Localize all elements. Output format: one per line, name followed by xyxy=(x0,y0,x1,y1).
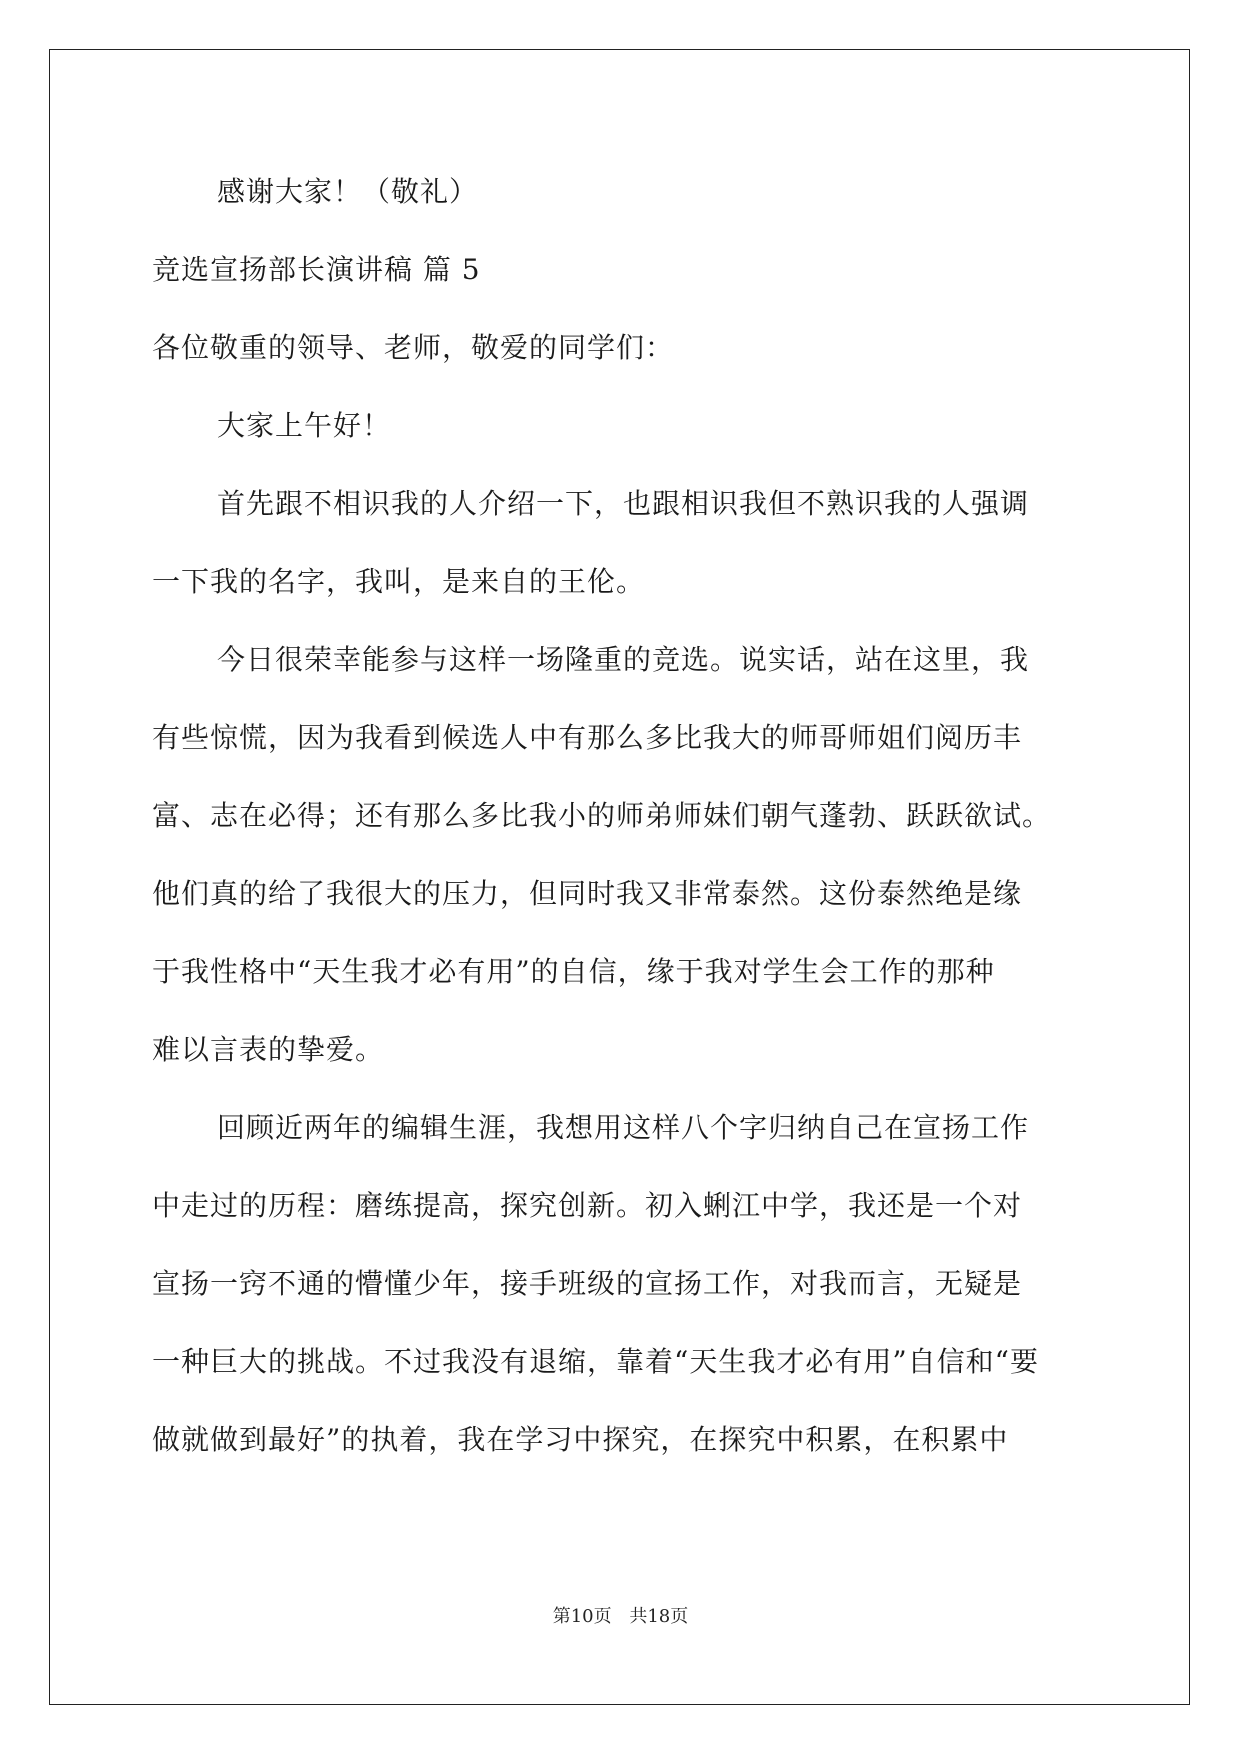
section-heading: 竞选宣扬部长演讲稿 篇 5 xyxy=(152,253,481,286)
paragraph-2-line-1: 今日很荣幸能参与这样一场隆重的竞选。说实话，站在这里，我 xyxy=(217,643,1030,676)
page-footer xyxy=(0,1608,1241,1626)
paragraph-2-line-2: 有些惊慌，因为我看到候选人中有那么多比我大的师哥师姐们阅历丰 xyxy=(152,721,1023,754)
page-total: 共18页 xyxy=(629,1606,689,1627)
paragraph-2-line-5: 于我性格中“天生我才必有用”的自信，缘于我对学生会工作的那种 xyxy=(152,955,995,988)
paragraph-1-line-2: 一下我的名字，我叫，是来自的王伦。 xyxy=(152,565,646,598)
paragraph-3-line-5: 做就做到最好”的执着，我在学习中探究，在探究中积累，在积累中 xyxy=(152,1423,1009,1456)
paragraph-2-line-4: 他们真的给了我很大的压力，但同时我又非常泰然。这份泰然绝是缘 xyxy=(152,877,1023,910)
paragraph-3-line-4: 一种巨大的挑战。不过我没有退缩，靠着“天生我才必有用”自信和“要 xyxy=(152,1345,1039,1378)
paragraph-3-line-2: 中走过的历程：磨练提高，探究创新。初入蜊江中学，我还是一个对 xyxy=(152,1189,1023,1222)
salutation: 各位敬重的领导、老师，敬爱的同学们： xyxy=(152,331,675,364)
paragraph-2-line-3: 富、志在必得；还有那么多比我小的师弟师妹们朝气蓬勃、跃跃欲试。 xyxy=(152,799,1052,832)
paragraph-3-line-3: 宣扬一窍不通的懵懂少年，接手班级的宣扬工作，对我而言，无疑是 xyxy=(152,1267,1023,1300)
paragraph-3-line-1: 回顾近两年的编辑生涯，我想用这样八个字归纳自己在宣扬工作 xyxy=(217,1111,1030,1144)
paragraph-2-line-6: 难以言表的挚爱。 xyxy=(152,1033,385,1066)
greeting: 大家上午好！ xyxy=(217,409,392,442)
page-current: 第10页 xyxy=(552,1606,612,1627)
paragraph-1-line-1: 首先跟不相识我的人介绍一下，也跟相识我但不熟识我的人强调 xyxy=(217,487,1030,520)
closing-line: 感谢大家！（敬礼） xyxy=(217,175,479,208)
